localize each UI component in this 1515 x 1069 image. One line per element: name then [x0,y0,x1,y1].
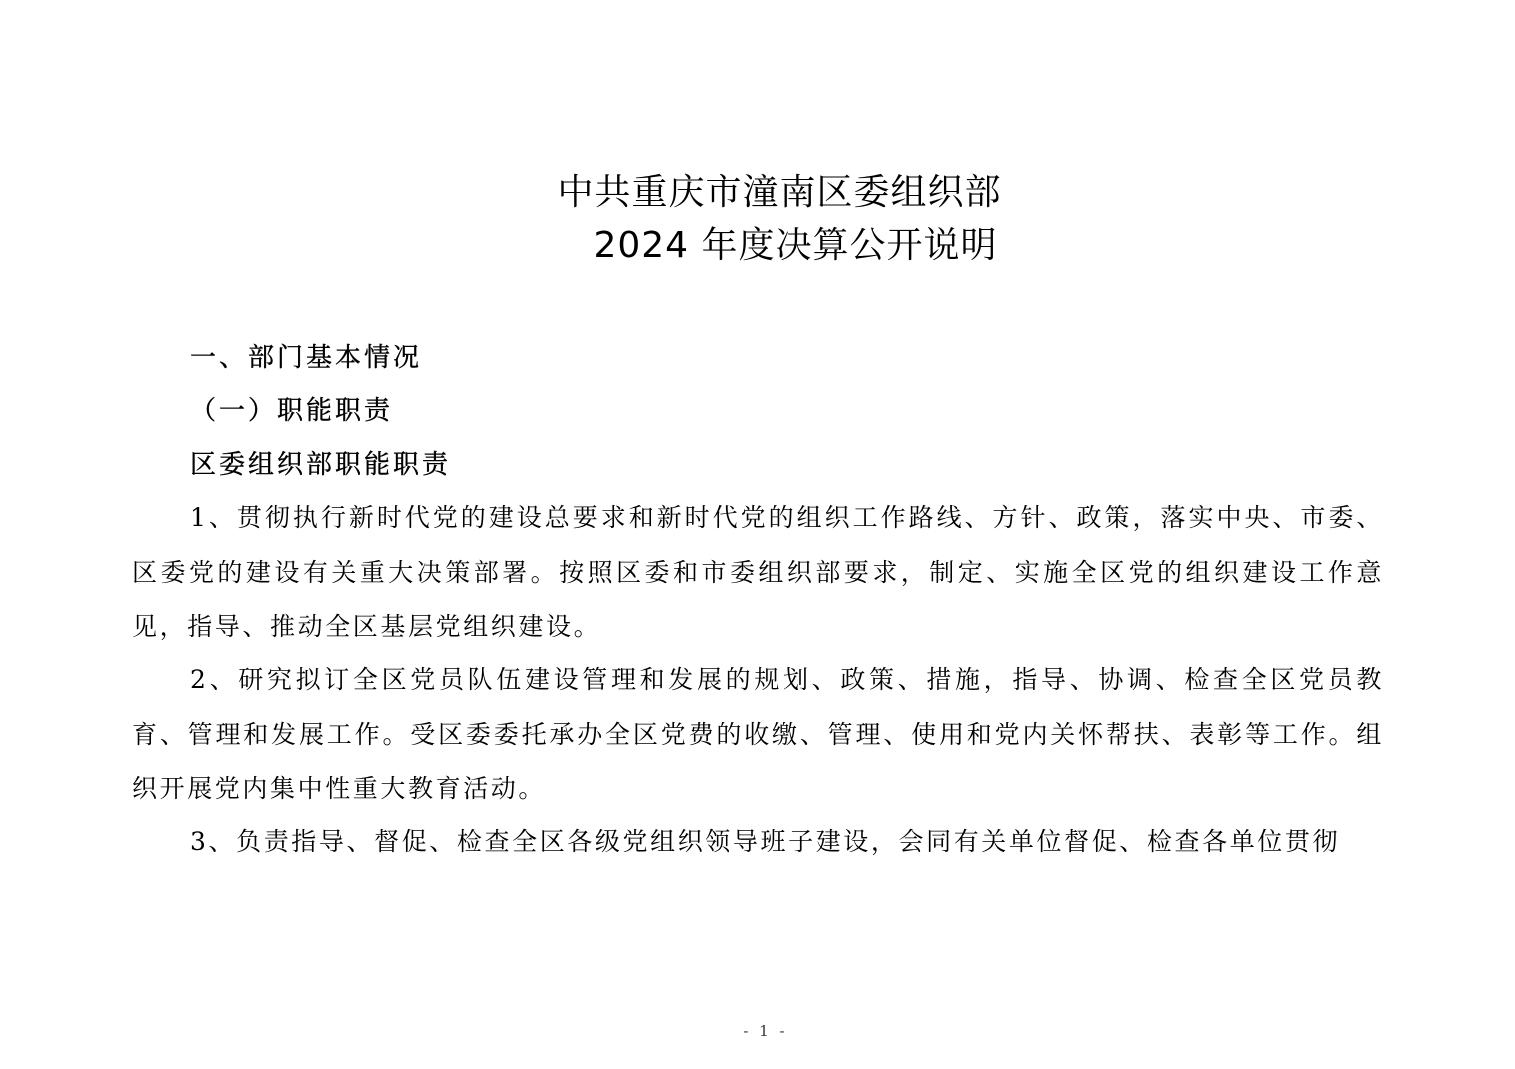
page-number: - 1 - [743,1022,788,1040]
paragraph-1: 1、贯彻执行新时代党的建设总要求和新时代党的组织工作路线、方针、政策，落实中央、市委、区委党的建设有关重大决策部署。按照区委和市委组织部要求，制定、实施全区党的组织建设工作意见，指导、推动全区基层党组织建设。 [132,503,1384,641]
title-line-2: 2024 年度决算公开说明 [593,225,998,266]
paragraph-2: 2、研究拟订全区党员队伍建设管理和发展的规划、政策、措施，指导、协调、检查全区党员教育、管理和发展工作。受区委委托承办全区党费的收缴、管理、使用和党内关怀帮扶、表彰等工作。组织开展党内集中性重大教育活动。 [132,665,1384,803]
title-line-1: 中共重庆市潼南区委组织部 [557,172,1002,213]
sub-heading: 区委组织部职能职责 [190,450,452,480]
document-title [0,166,1515,272]
section-heading: 一、部门基本情况 [190,343,423,373]
subsection-heading: （一）职能职责 [190,396,394,426]
paragraph-3: 3、负责指导、督促、检查全区各级党组织领导班子建设，会同有关单位督促、检查各单位贯彻 [190,827,1341,856]
